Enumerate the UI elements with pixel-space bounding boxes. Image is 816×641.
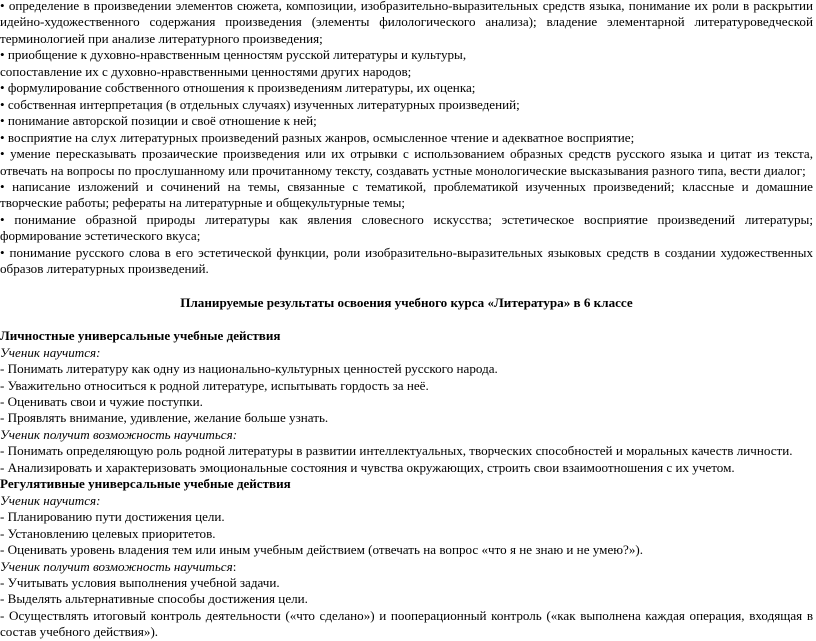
bullet-item: • определение в произведении элементов сюжета, композиции, изобразительно-выразительных средств языка, понимание их роли в раскрытии идейно-художественного содержания произведения (элементы филологического анализа); владение элементарной литературоведческой терминологией при анализе литературного произведения; — [0, 0, 813, 46]
bullet-item: • формулирование собственного отношения к произведениям литературы, их оценка; — [0, 80, 476, 96]
list-item: - Учитывать условия выполнения учебной задачи. — [0, 574, 280, 590]
regulative-learn-label: Ученик научится: — [0, 492, 101, 508]
bullet-item: • понимание авторской позиции и своё отношение к ней; — [0, 113, 317, 129]
regulative-opportunity-label: Ученик получит возможность научиться — [0, 558, 233, 574]
bullet-item: • восприятие на слух литературных произведений разных жанров, осмысленное чтение и адекватное восприятие; — [0, 129, 635, 145]
spacer — [0, 311, 813, 328]
list-item: - Понимать определяющую роль родной литературы в развитии интеллектуальных, творческих способностей и моральных качеств личности. — [0, 443, 793, 459]
list-item: - Планированию пути достижения цели. — [0, 509, 225, 525]
list-item: - Оценивать свои и чужие поступки. — [0, 393, 203, 409]
list-item: - Понимать литературу как одну из национально-культурных ценностей русского народа. — [0, 361, 498, 377]
personal-learn-label: Ученик научится: — [0, 344, 101, 360]
list-item: - Установлению целевых приоритетов. — [0, 525, 216, 541]
list-item: - Выделять альтернативные способы достижения цели. — [0, 591, 308, 607]
bullet-item: • понимание русского слова в его эстетической функции, роли изобразительно-выразительных языковых средств в создании художественных образов литературных произведений. — [0, 244, 813, 277]
list-item: - Уважительно относиться к родной литературе, испытывать гордость за неё. — [0, 377, 429, 393]
list-item: - Анализировать и характеризовать эмоциональные состояния и чувства окружающих, строить свои взаимоотношения с их учетом. — [0, 459, 735, 475]
regulative-opportunity-line — [0, 559, 813, 575]
bullet-item: • собственная интерпретация (в отдельных случаях) изученных литературных произведений; — [0, 96, 520, 112]
bullet-item: • понимание образной природы литературы как явления словесного искусства; эстетическое восприятие произведений литературы; формирование эстетического вкуса; — [0, 211, 813, 244]
personal-section-title: Личностные универсальные учебные действия — [0, 328, 281, 344]
bullet-item: • приобщение к духовно-нравственным ценностям русской литературы и культуры, — [0, 47, 467, 63]
regulative-section-title: Регулятивные универсальные учебные действия — [0, 476, 291, 492]
spacer — [0, 278, 813, 295]
label-colon: : — [232, 558, 237, 574]
list-item: - Оценивать уровень владения тем или иным учебным действием (отвечать на вопрос «что я не знаю и не умею?»). — [0, 542, 644, 558]
bullet-item: • написание изложений и сочинений на темы, связанные с тематикой, проблематикой изученных произведений; классные и домашние творческие работы; рефераты на литературные и общекультурные темы; — [0, 178, 813, 211]
section-heading: Планируемые результаты освоения учебного курса «Литература» в 6 классе — [180, 294, 633, 310]
list-item: - Проявлять внимание, удивление, желание больше узнать. — [0, 410, 329, 426]
personal-opportunity-label: Ученик получит возможность научиться: — [0, 426, 238, 442]
list-item: - Осуществлять итоговый контроль деятельности («что сделано») и пооперационный контроль («как выполнена каждая операция, входящая в состав учебного действия»). — [0, 607, 813, 640]
bullet-item-continuation: сопоставление их с духовно-нравственными ценностями других народов; — [0, 63, 412, 79]
bullet-item: • умение пересказывать прозаические произведения или их отрывки с использованием образных средств русского языка и цитат из текста, отвечать на вопросы по прослушанному или прочитанному тексту, создавать устные монологические высказывания разного типа, вести диалог; — [0, 146, 813, 178]
